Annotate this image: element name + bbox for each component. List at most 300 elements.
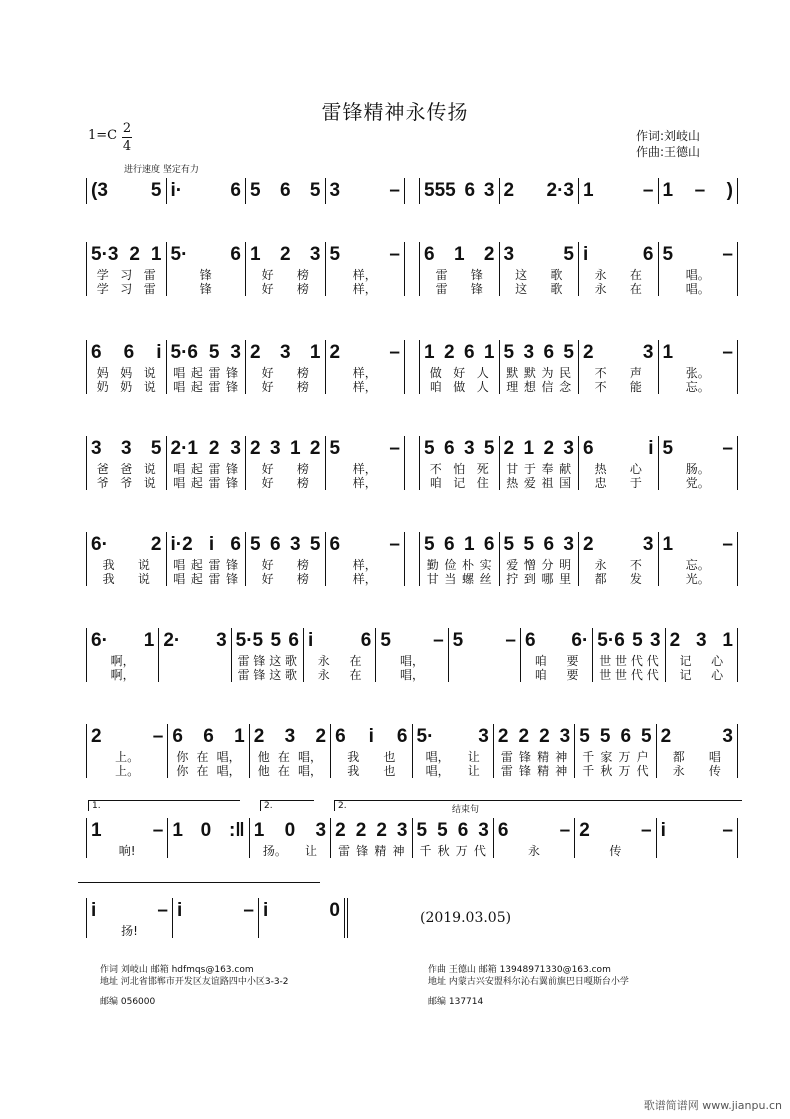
lyrics-ly1	[308, 654, 371, 668]
lyric-char: 啊，	[110, 668, 135, 682]
lyrics-ly2	[330, 282, 401, 296]
note: 2	[250, 342, 261, 363]
lyric-char: 为	[541, 366, 554, 380]
lyric-char: 榜	[296, 462, 309, 476]
lyric-char: 在	[349, 668, 362, 682]
lyric-char: 做	[453, 380, 466, 394]
lyric-char: 精	[537, 764, 550, 778]
lyrics-ly2	[254, 764, 326, 778]
lyric-char: 要	[566, 654, 579, 668]
measure-notes	[335, 724, 407, 750]
lyrics-ly2	[504, 282, 575, 296]
lyric-char: 让	[305, 844, 318, 858]
lyric-char: 千	[582, 764, 595, 778]
lyric-char: 学	[96, 282, 109, 296]
lyric-char: 憎	[523, 558, 536, 572]
lyrics-ly1	[171, 366, 242, 380]
lyric-char: 雷	[237, 668, 250, 682]
lyrics-ly1	[171, 268, 242, 282]
credits	[636, 128, 700, 160]
note: 5	[483, 438, 495, 459]
note: 2	[543, 438, 555, 459]
lyric-char: 爷	[120, 476, 133, 490]
lyric-char: 精	[537, 750, 550, 764]
measure	[246, 436, 326, 490]
lyric-char: 热	[594, 462, 607, 476]
lyric-char: 忘。	[685, 380, 710, 394]
note: 6	[123, 342, 135, 363]
measure-notes	[177, 898, 254, 924]
note: 5	[452, 630, 464, 651]
note: 1	[91, 820, 102, 841]
note: 6	[543, 342, 555, 363]
note: 2	[335, 820, 346, 841]
note: 5·	[170, 244, 188, 265]
measure	[659, 178, 739, 204]
note: –	[722, 244, 733, 265]
lyric-char: 雷	[435, 268, 448, 282]
lyrics-ly1	[661, 844, 733, 858]
note: 5	[250, 534, 261, 555]
note: 3	[642, 534, 654, 555]
note: 5	[523, 534, 535, 555]
lyric-char: 朴	[462, 558, 475, 572]
note: 5	[380, 630, 391, 651]
lyric-char: 锋	[226, 366, 239, 380]
lyrics-ly2	[453, 668, 516, 682]
lyric-char: 记	[453, 476, 466, 490]
note: 2·3	[546, 180, 574, 201]
lyric-char: 你	[176, 750, 189, 764]
note: –	[152, 726, 164, 747]
lyric-char: 户	[636, 750, 649, 764]
note: 6	[335, 726, 346, 747]
lyric-char: 奉	[541, 462, 554, 476]
lyric-char: 永	[317, 654, 330, 668]
lyrics-ly1	[504, 462, 575, 476]
note: 0	[284, 820, 296, 841]
lyrics-ly2	[163, 668, 226, 682]
lyrics-ly2	[330, 572, 401, 586]
lyrics-ly1	[171, 558, 242, 572]
lyric-char: 神	[555, 764, 568, 778]
note: 6	[483, 534, 495, 555]
measure-notes	[525, 628, 588, 654]
lyrics-ly1	[498, 844, 570, 858]
lyrics-ly1	[583, 558, 654, 572]
lyrics-ly2	[504, 476, 575, 490]
lyric-char: 秋	[600, 764, 613, 778]
lyrics-ly1	[498, 750, 570, 764]
lyric-char: 榜	[296, 572, 309, 586]
note: 2	[497, 726, 509, 747]
measure	[246, 178, 326, 204]
lyric-char: 代	[646, 654, 659, 668]
lyric-char: 想	[523, 380, 536, 394]
measure-notes	[417, 818, 489, 844]
measure	[579, 436, 659, 490]
lyric-char: 代	[630, 668, 643, 682]
note: 5	[424, 534, 435, 555]
lyric-char: 锋	[470, 268, 483, 282]
measure	[419, 532, 500, 586]
lyric-char: 里	[559, 572, 572, 586]
lyric-char: 肠。	[685, 462, 710, 476]
lyrics-ly1	[172, 844, 244, 858]
note: 3	[269, 438, 281, 459]
lyric-char: 分	[541, 558, 554, 572]
note: 5·6	[170, 342, 198, 363]
lyrics-ly2	[417, 764, 489, 778]
measure-notes	[670, 628, 733, 654]
lyric-char: 锋	[519, 750, 532, 764]
lyric-char: 做	[429, 366, 442, 380]
note: 6	[230, 244, 241, 265]
measure-notes	[504, 242, 575, 268]
note: –	[642, 180, 654, 201]
lyric-char: 死	[476, 462, 489, 476]
note: –	[641, 820, 652, 841]
note: 5	[437, 820, 448, 841]
lyric-char: 精	[374, 844, 387, 858]
note: 2	[539, 726, 550, 747]
measure-notes	[424, 340, 495, 366]
lyric-char: 家	[600, 750, 613, 764]
note: 3	[478, 820, 489, 841]
lyric-char: 住	[476, 476, 489, 490]
measure-notes	[504, 178, 575, 204]
measure-notes	[263, 898, 340, 924]
measure	[419, 340, 500, 394]
lyric-char: 能	[629, 380, 642, 394]
note: 6	[463, 342, 475, 363]
measure-notes	[236, 628, 299, 654]
measure	[521, 628, 593, 682]
lyric-char: 雷	[237, 654, 250, 668]
measure-notes	[453, 628, 516, 654]
lyrics-ly2	[308, 668, 371, 682]
lyric-char: 雷	[208, 366, 221, 380]
lyrics-ly1	[417, 750, 489, 764]
lyrics-ly1	[525, 654, 588, 668]
lyrics-ly1	[250, 462, 321, 476]
note: 6	[443, 534, 455, 555]
lyric-char: 妈	[96, 366, 109, 380]
measure	[326, 532, 406, 586]
lyrics-ly2	[91, 476, 162, 490]
footer-right	[428, 964, 629, 1008]
measure-notes	[250, 532, 321, 558]
lyrics-ly2	[250, 476, 321, 490]
note: 5	[250, 180, 261, 201]
lyric-char: 爷	[96, 476, 109, 490]
volta-first: 1.	[88, 800, 240, 811]
measure-notes	[254, 818, 326, 844]
measure	[500, 178, 580, 204]
lyric-char: 样，	[352, 572, 377, 586]
lyrics-ly2	[236, 668, 299, 682]
lyric-char: 他	[257, 750, 270, 764]
measure	[167, 242, 247, 296]
measure	[167, 178, 247, 204]
meter-top: 2	[122, 121, 132, 136]
note: 2	[376, 820, 387, 841]
measure	[419, 178, 500, 204]
lyric-char: 民	[559, 366, 572, 380]
lyric-char: 雷	[208, 558, 221, 572]
note: 5·	[416, 726, 434, 747]
note: 1	[662, 534, 674, 555]
measure-notes	[663, 532, 734, 558]
lyrics-ly1	[579, 750, 651, 764]
note: –	[389, 244, 400, 265]
measure-notes	[330, 532, 401, 558]
note: 1	[289, 438, 301, 459]
lyrics-ly1	[91, 750, 163, 764]
lyrics-ly2	[504, 572, 575, 586]
lyric-char: 唱，	[298, 750, 323, 764]
note: –	[722, 342, 733, 363]
note: 0	[200, 820, 212, 841]
note: :‖	[228, 820, 245, 841]
note: i	[660, 820, 666, 841]
measure-notes	[91, 628, 154, 654]
lyric-char: 锋	[226, 380, 239, 394]
lyric-char: 当	[444, 572, 457, 586]
lyrics-ly1	[91, 462, 162, 476]
lyrics-ly1	[250, 366, 321, 380]
measure	[86, 628, 159, 682]
lyric-char: 好	[261, 366, 274, 380]
lyrics-ly1	[424, 558, 495, 572]
lyric-char: 样，	[352, 268, 377, 282]
note: –	[505, 630, 516, 651]
note: 5	[641, 726, 652, 747]
measure-notes	[498, 724, 570, 750]
lyrics-ly2	[661, 764, 733, 778]
lyrics-ly1	[417, 844, 489, 858]
measure	[579, 532, 659, 586]
lyric-char: 忘。	[685, 558, 710, 572]
lyric-char: 雷	[143, 282, 156, 296]
lyric-char: 这	[515, 268, 528, 282]
lyric-char: 妈	[120, 366, 133, 380]
note: 1	[250, 244, 261, 265]
measure	[419, 242, 500, 296]
lyric-char: 献	[559, 462, 572, 476]
lyric-char: 咱	[429, 380, 442, 394]
lyrics-ly2	[91, 572, 162, 586]
lyric-char: 理	[506, 380, 519, 394]
lyric-char: 让	[467, 764, 480, 778]
lyrics-ly2	[171, 282, 242, 296]
lyric-char: 雷	[208, 476, 221, 490]
note: 3	[91, 438, 102, 459]
note: 2	[583, 534, 594, 555]
lyrics-ly2	[424, 380, 495, 394]
lyric-char: 不	[594, 380, 607, 394]
measure	[86, 340, 167, 394]
note: –	[433, 630, 444, 651]
lyric-char: 起	[190, 558, 203, 572]
note: 2	[503, 438, 515, 459]
lyric-char: 俭	[444, 558, 457, 572]
lyric-char: 忠	[594, 476, 607, 490]
measure-notes	[171, 242, 242, 268]
measure-notes	[330, 178, 401, 204]
measure-notes	[91, 898, 168, 924]
lyric-char: 锋	[199, 268, 212, 282]
lyric-char: 万	[618, 750, 631, 764]
lyric-char: 在	[629, 282, 642, 296]
measure	[168, 818, 249, 858]
lyric-char: 起	[190, 572, 203, 586]
lyric-char: 在	[349, 654, 362, 668]
note: 2	[355, 820, 367, 841]
lyric-char: 说	[143, 476, 156, 490]
lyric-char: 说	[137, 572, 150, 586]
lyric-char: 在	[196, 764, 209, 778]
measure	[579, 178, 659, 204]
lyric-char: 千	[419, 844, 432, 858]
measure-notes	[250, 340, 321, 366]
note: 6	[583, 438, 594, 459]
measure-notes	[250, 242, 321, 268]
lyric-char: 锋	[253, 668, 266, 682]
note: 5·3	[91, 244, 119, 265]
measure-notes	[583, 242, 654, 268]
note: 6	[620, 726, 632, 747]
lyric-char: 咱	[534, 654, 547, 668]
lyrics-ly1	[380, 654, 443, 668]
lyric-char: 好	[261, 558, 274, 572]
lyrics-ly2	[91, 764, 163, 778]
lyrics-ly1	[330, 268, 401, 282]
measure	[500, 436, 580, 490]
lyrics-ly1	[424, 268, 495, 282]
system-9	[86, 898, 348, 938]
system-3	[86, 340, 738, 394]
system-8	[86, 818, 738, 858]
lyric-char: 雷	[208, 380, 221, 394]
lyrics-ly2	[579, 764, 651, 778]
measure	[86, 818, 168, 858]
lyric-char: 起	[190, 366, 203, 380]
note: 2	[253, 726, 265, 747]
lyrics-ly2	[597, 668, 660, 682]
measure-notes	[583, 532, 654, 558]
lyric-char: 歌	[285, 668, 298, 682]
measure	[413, 724, 494, 778]
lyric-char: 哪	[541, 572, 554, 586]
lyric-char: 习	[120, 282, 133, 296]
lyric-char: 好	[261, 572, 274, 586]
note: 1	[150, 244, 162, 265]
note: i	[583, 244, 589, 265]
note: 3	[642, 342, 654, 363]
lyrics-ly1	[504, 366, 575, 380]
note: 6	[443, 438, 455, 459]
note: i	[91, 900, 97, 921]
note: 1	[453, 244, 465, 265]
note: 2	[660, 726, 672, 747]
lyrics-ly1	[330, 462, 401, 476]
lyric-char: 榜	[296, 380, 309, 394]
note: 2	[208, 438, 220, 459]
note: 3	[563, 438, 574, 459]
note: 2	[583, 342, 594, 363]
lyric-char: 说	[143, 462, 156, 476]
measure-notes	[91, 724, 163, 750]
measure	[500, 340, 580, 394]
measure	[167, 532, 247, 586]
note: 2	[309, 438, 321, 459]
note: 5·5	[235, 630, 264, 651]
note: 2	[518, 726, 530, 747]
lyric-char: 雷	[338, 844, 351, 858]
lyric-char: 唱，	[425, 764, 450, 778]
lyric-char: 好	[261, 380, 274, 394]
note: 2	[150, 534, 162, 555]
measure	[413, 818, 494, 858]
note: 1	[583, 180, 594, 201]
lyrics-ly1	[424, 462, 495, 476]
note: 5·6	[597, 630, 625, 651]
note: 6	[288, 630, 299, 651]
measure-notes	[171, 532, 242, 558]
note: 1	[483, 342, 495, 363]
note: i	[307, 630, 314, 651]
note: 3	[230, 438, 241, 459]
note: i	[368, 726, 374, 747]
lyric-char: 爸	[96, 462, 109, 476]
note: 2	[129, 244, 140, 265]
lyric-char: 这	[269, 668, 282, 682]
measure-notes	[597, 628, 660, 654]
lyric-char: 神	[392, 844, 405, 858]
note: i	[648, 438, 654, 459]
note: –	[389, 438, 400, 459]
lyric-char: 锋	[199, 282, 212, 296]
lyric-char: 榜	[296, 476, 309, 490]
lyric-char: 代	[473, 844, 486, 858]
note: 6	[230, 180, 241, 201]
lyric-char: 在	[629, 268, 642, 282]
measure	[659, 532, 739, 586]
lyric-char: 样，	[352, 366, 377, 380]
lyric-char: 也	[383, 764, 396, 778]
lyric-char: 锋	[356, 844, 369, 858]
measure-notes	[91, 340, 162, 366]
lyrics-ly1	[663, 462, 734, 476]
lyric-char: 爱	[506, 558, 519, 572]
lyrics-ly2	[250, 282, 321, 296]
measure	[331, 818, 412, 858]
note: 6	[279, 180, 291, 201]
lyrics-ly1	[91, 558, 162, 572]
lyric-char: 于	[523, 462, 536, 476]
lyric-char: 响!	[118, 844, 136, 858]
note: 6·	[91, 630, 108, 651]
lyric-char: 心	[629, 462, 642, 476]
lyrics-ly1	[91, 366, 162, 380]
measure	[159, 628, 231, 682]
note: –	[694, 180, 706, 201]
note: 6	[543, 534, 555, 555]
lyric-char: 说	[143, 366, 156, 380]
measure-notes	[254, 724, 326, 750]
note: 3	[309, 244, 321, 265]
